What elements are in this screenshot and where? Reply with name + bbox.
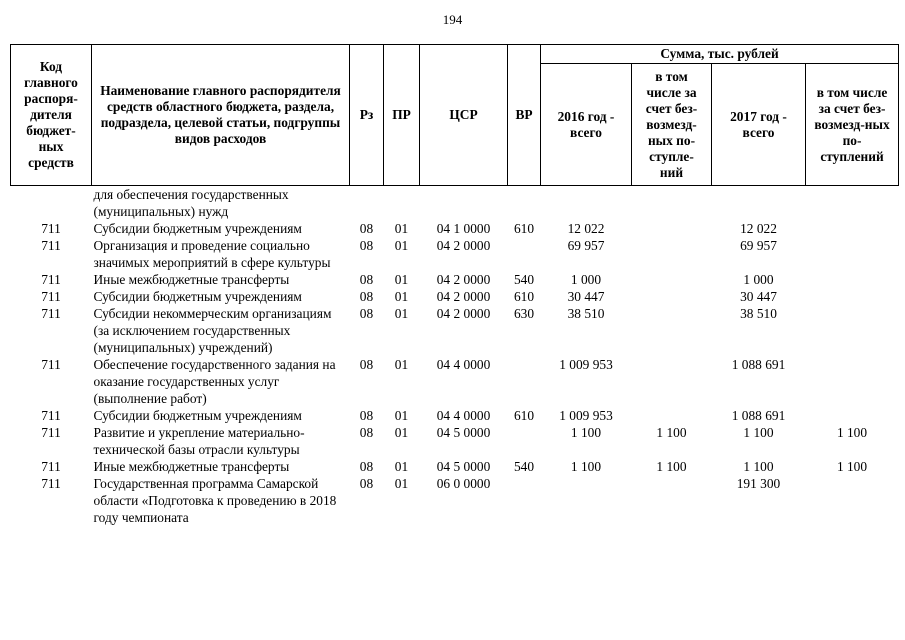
cell-2016-total [541, 475, 632, 526]
cell-code: 711 [41, 357, 61, 372]
cell-vr [508, 237, 541, 271]
header-pr: ПР [384, 45, 420, 186]
cell-code: 711 [41, 459, 61, 474]
table-row [11, 305, 899, 356]
cell-pr: 01 [394, 459, 409, 474]
cell-2017-free: 1 100 [836, 425, 868, 440]
cell-name: Развитие и укрепление материально-технической базы отрасли культуры [93, 425, 305, 457]
cell-2016-free [632, 475, 712, 526]
cell-rz: 08 [359, 306, 374, 321]
cell-csr: 04 2 0000 [436, 272, 491, 287]
cell-2016-free [632, 407, 712, 424]
cell-2016-total: 1 009 953 [559, 408, 613, 423]
cell-2017-total: 30 447 [740, 289, 777, 304]
cell-vr: 630 [513, 306, 535, 321]
budget-table [10, 44, 899, 526]
cell-2017-free [806, 305, 899, 356]
cell-2016-total: 1 000 [570, 272, 602, 287]
cell-vr [508, 356, 541, 407]
cell-2017-total: 1 100 [743, 425, 774, 440]
header-code: Код главного распоря-дителя бюджет-ных средств [11, 45, 92, 186]
cell-2016-free [632, 220, 712, 237]
cell-csr: 04 2 0000 [436, 289, 491, 304]
table-row [11, 407, 899, 424]
cell-2016-total: 30 447 [567, 289, 605, 304]
cell-name: Субсидии бюджетным учреждениям [93, 408, 302, 423]
cell-2017-free [806, 237, 899, 271]
table-row [11, 424, 899, 458]
table-row [11, 186, 899, 221]
cell-pr: 01 [394, 272, 409, 287]
cell-vr: 540 [513, 272, 535, 287]
cell-vr [508, 424, 541, 458]
cell-2016-free [632, 305, 712, 356]
cell-csr: 04 2 0000 [436, 306, 491, 321]
cell-name: Субсидии бюджетным учреждениям [93, 289, 302, 304]
cell-csr [420, 186, 508, 221]
cell-pr: 01 [394, 221, 409, 236]
cell-pr [384, 186, 420, 221]
cell-vr: 610 [513, 289, 535, 304]
cell-csr: 04 2 0000 [436, 238, 491, 253]
cell-2017-free [806, 475, 899, 526]
cell-vr: 610 [513, 408, 535, 423]
cell-2016-total [541, 186, 632, 221]
header-rz: Рз [350, 45, 384, 186]
cell-rz [350, 186, 384, 221]
cell-2017-total: 1 000 [743, 272, 774, 287]
cell-code: 711 [41, 425, 61, 440]
table-row [11, 475, 899, 526]
cell-name: Иные межбюджетные трансферты [93, 459, 290, 474]
cell-2016-total: 1 009 953 [559, 357, 613, 372]
table-row [11, 356, 899, 407]
cell-vr: 540 [513, 459, 535, 474]
cell-name: Государственная программа Самарской области «Подготовка к проведению в 2018 году чемпионата [93, 476, 337, 525]
cell-pr: 01 [394, 425, 409, 440]
cell-2016-total: 1 100 [570, 459, 602, 474]
cell-2017-total: 191 300 [736, 476, 781, 491]
cell-name: Иные межбюджетные трансферты [93, 272, 290, 287]
cell-code [11, 186, 92, 221]
cell-2016-free [632, 356, 712, 407]
cell-csr: 04 4 0000 [436, 408, 491, 423]
cell-vr [508, 475, 541, 526]
cell-pr: 01 [394, 306, 409, 321]
table-row [11, 288, 899, 305]
cell-2017-total [712, 186, 806, 221]
cell-csr: 04 5 0000 [436, 425, 491, 440]
table-row [11, 271, 899, 288]
cell-rz: 08 [359, 221, 374, 236]
header-2016-total: 2016 год - всего [541, 64, 632, 186]
cell-code: 711 [41, 408, 61, 423]
cell-rz: 08 [359, 238, 374, 253]
cell-2017-total: 12 022 [740, 221, 777, 236]
cell-rz: 08 [359, 272, 374, 287]
cell-2016-total: 38 510 [567, 306, 605, 321]
header-2017-free: в том числе за счет без-возмезд-ных по-ступлений [806, 64, 899, 186]
header-vr: ВР [508, 45, 541, 186]
table-body [11, 186, 899, 527]
cell-2017-total: 1 088 691 [731, 408, 786, 423]
cell-2017-total: 1 100 [743, 459, 774, 474]
cell-rz: 08 [359, 408, 374, 423]
cell-name: Субсидии некоммерческим организациям (за исключением государственных (муниципальных) учреждений) [93, 306, 332, 355]
table-row [11, 220, 899, 237]
cell-rz: 08 [359, 459, 374, 474]
cell-code: 711 [41, 306, 61, 321]
header-2017-total: 2017 год - всего [712, 64, 806, 186]
cell-2017-free [806, 271, 899, 288]
cell-pr: 01 [394, 289, 409, 304]
cell-code: 711 [41, 221, 61, 236]
table-header [11, 45, 899, 186]
cell-rz: 08 [359, 476, 374, 491]
cell-2017-total: 38 510 [740, 306, 777, 321]
header-sum: Сумма, тыс. рублей [541, 45, 899, 64]
table-row [11, 458, 899, 475]
header-csr: ЦСР [420, 45, 508, 186]
cell-2016-free [632, 237, 712, 271]
cell-2017-free [806, 220, 899, 237]
cell-pr: 01 [394, 238, 409, 253]
cell-name: Обеспечение государственного задания на оказание государственных услуг (выполнение работ) [93, 357, 336, 406]
cell-2016-free [632, 288, 712, 305]
header-name: Наименование главного распорядителя средств областного бюджета, раздела, подраздела, целевой статьи, подгруппы видов расходов [92, 45, 350, 186]
cell-name: Субсидии бюджетным учреждениям [93, 221, 302, 236]
cell-vr [508, 186, 541, 221]
cell-2017-free: 1 100 [836, 459, 868, 474]
cell-code: 711 [41, 238, 61, 253]
cell-2016-total: 69 957 [567, 238, 605, 253]
cell-2017-free [806, 356, 899, 407]
cell-code: 711 [41, 476, 61, 491]
cell-2017-free [806, 288, 899, 305]
cell-2016-free [632, 186, 712, 221]
cell-csr: 04 1 0000 [436, 221, 491, 236]
cell-2016-free: 1 100 [656, 425, 687, 440]
cell-2017-free [806, 407, 899, 424]
cell-rz: 08 [359, 425, 374, 440]
cell-2016-free: 1 100 [656, 459, 687, 474]
cell-rz: 08 [359, 357, 374, 372]
page-number: 194 [442, 12, 463, 27]
cell-pr: 01 [394, 357, 409, 372]
cell-pr: 01 [394, 408, 409, 423]
cell-pr: 01 [394, 476, 409, 491]
cell-csr: 04 5 0000 [436, 459, 491, 474]
cell-2017-total: 1 088 691 [731, 357, 786, 372]
header-2016-free: в том числе за счет без-возмезд-ных по-ступле-ний [632, 64, 712, 186]
cell-2017-total: 69 957 [740, 238, 777, 253]
cell-csr: 06 0 0000 [436, 476, 491, 491]
cell-code: 711 [41, 272, 61, 287]
cell-vr: 610 [513, 221, 535, 236]
table-row [11, 237, 899, 271]
cell-rz: 08 [359, 289, 374, 304]
cell-2017-free [806, 186, 899, 221]
cell-csr: 04 4 0000 [436, 357, 491, 372]
cell-name: для обеспечения государственных (муниципальных) нужд [93, 187, 289, 219]
cell-name: Организация и проведение социально значимых мероприятий в сфере культуры [93, 238, 331, 270]
cell-code: 711 [41, 289, 61, 304]
cell-2016-total: 12 022 [567, 221, 605, 236]
cell-2016-total: 1 100 [570, 425, 602, 440]
cell-2016-free [632, 271, 712, 288]
